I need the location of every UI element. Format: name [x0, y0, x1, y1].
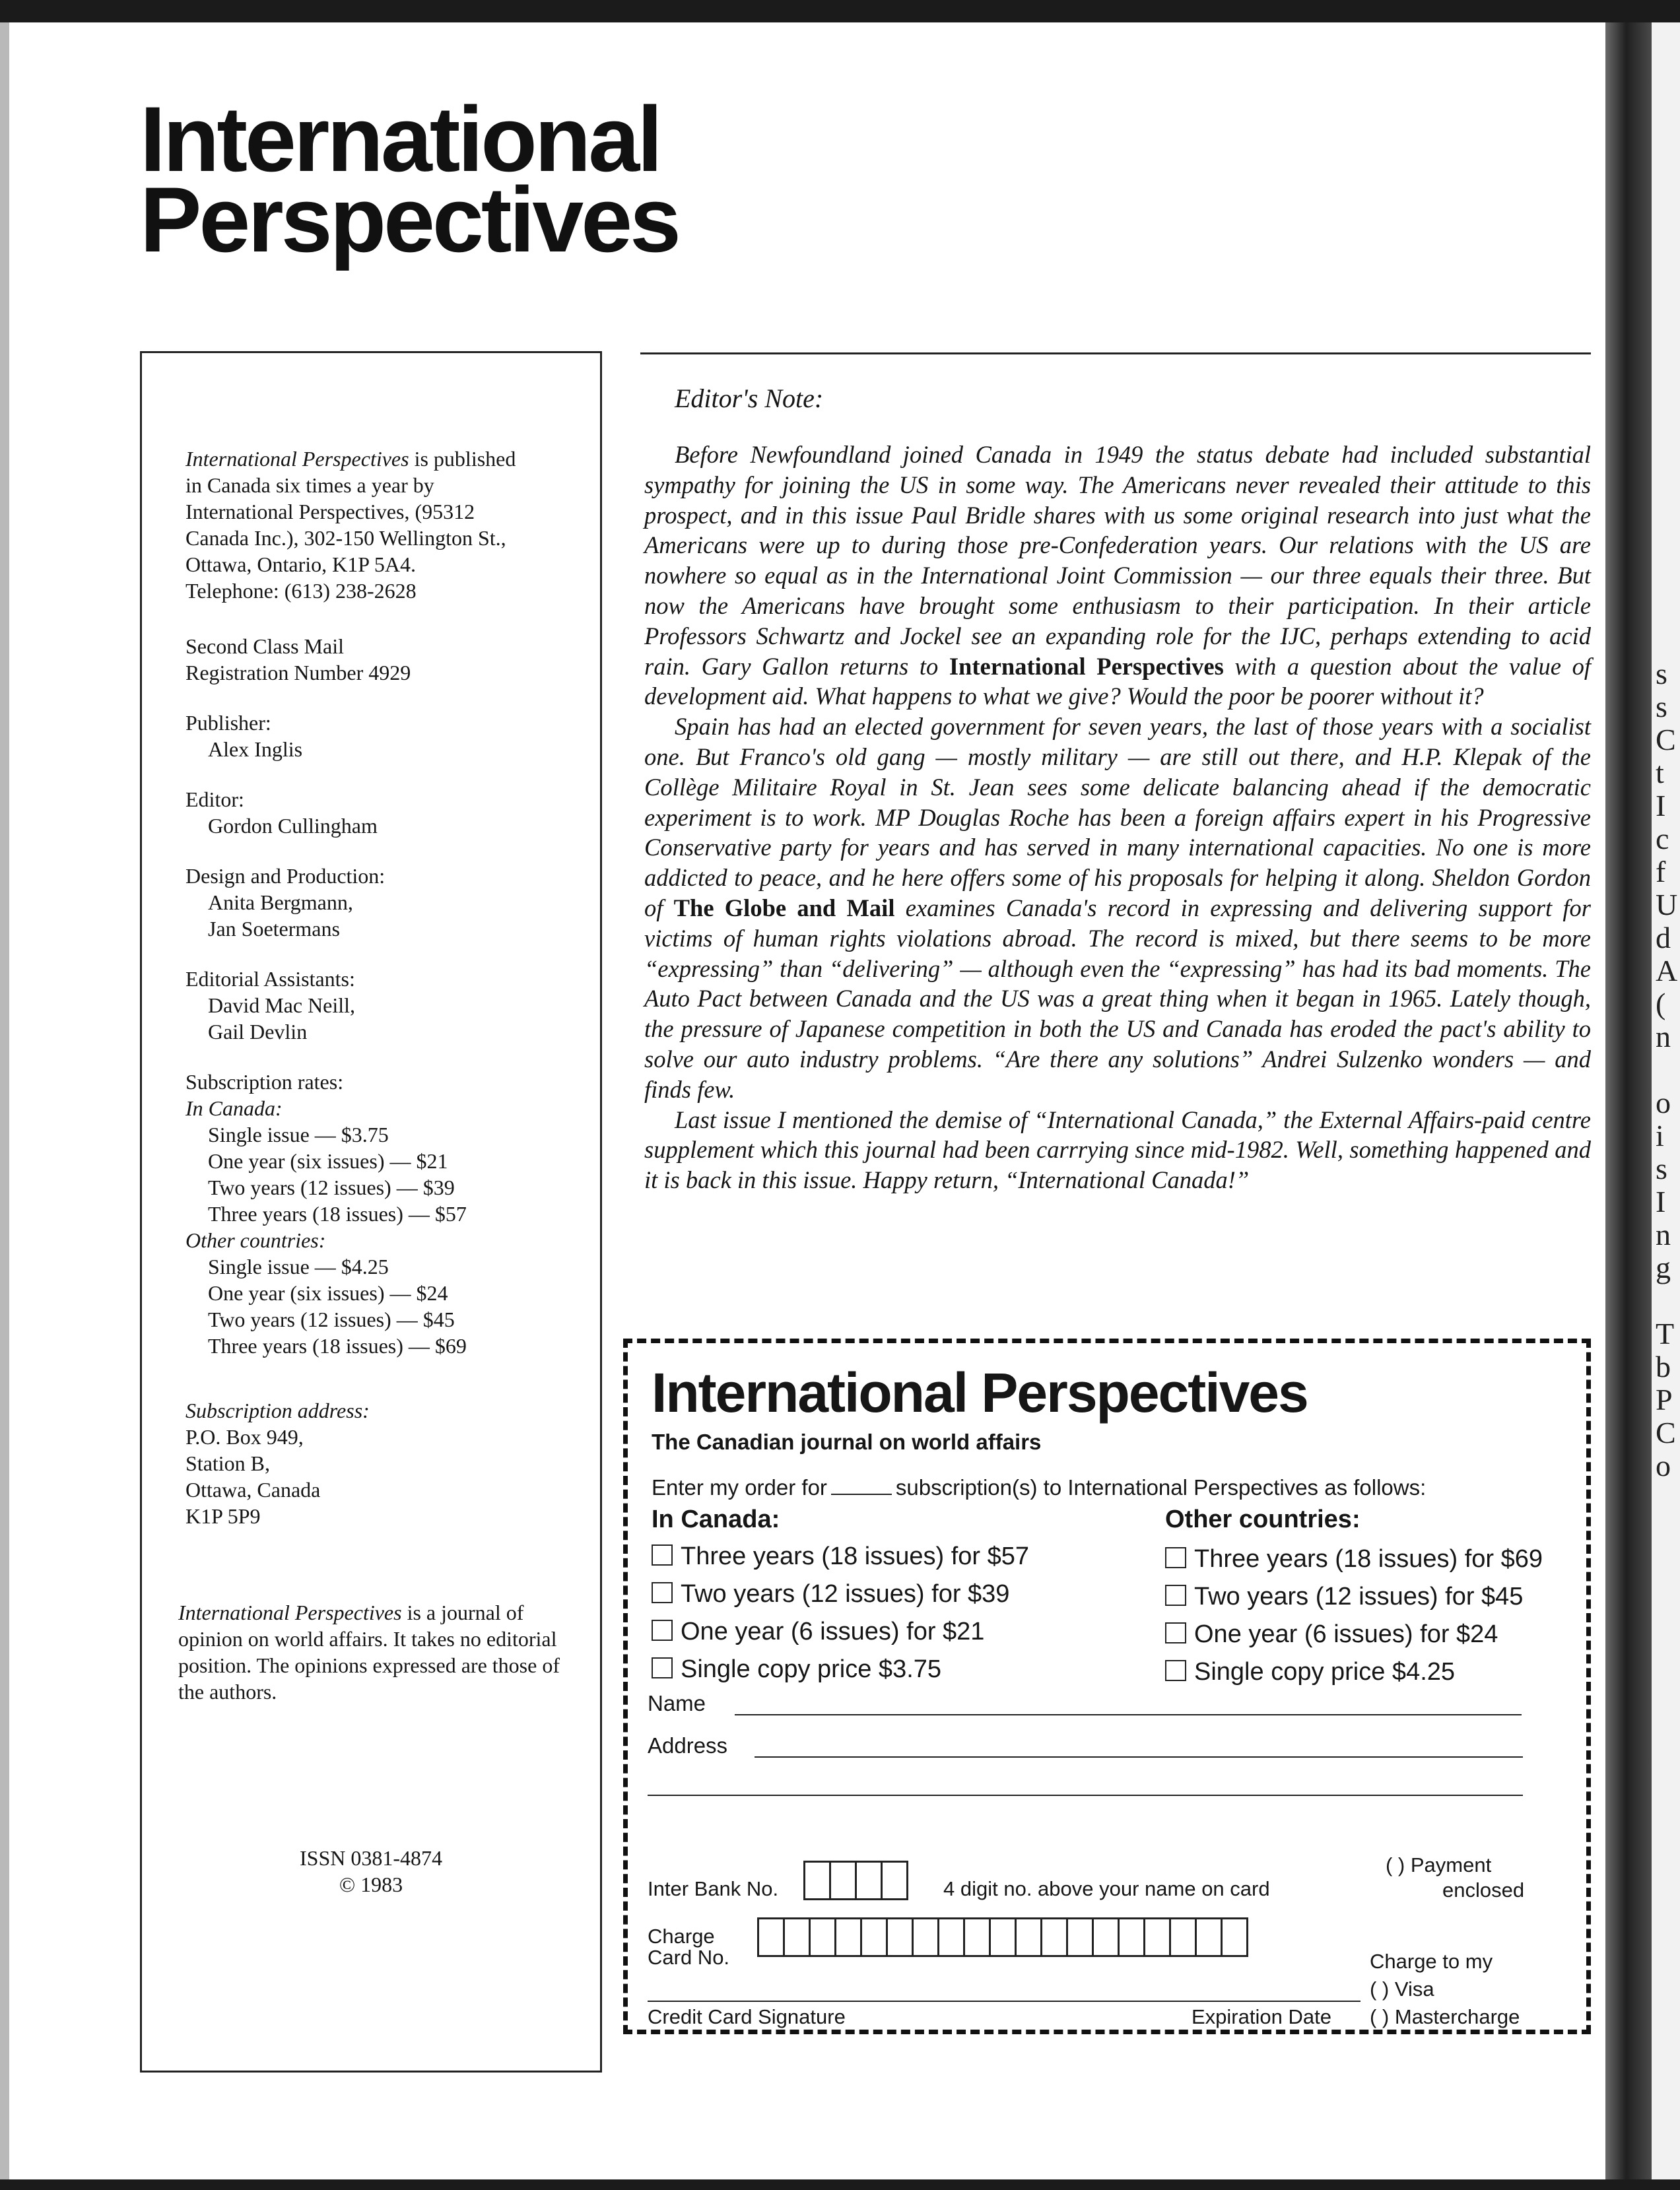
name-field[interactable]: [735, 1714, 1522, 1715]
editors-note-body: [644, 440, 1591, 1195]
interbank-hint: 4 digit no. above your name on card: [943, 1877, 1270, 1900]
registration-number: Registration Number 4929: [185, 661, 411, 684]
charge-card-number-field[interactable]: [757, 1917, 1246, 1957]
editor-label: Editor:: [185, 787, 244, 811]
option-label: Two years (12 issues) for $39: [681, 1580, 1010, 1608]
checkbox[interactable]: [1165, 1585, 1186, 1606]
option-label: Three years (18 issues) for $69: [1194, 1545, 1543, 1573]
option-label: Two years (12 issues) for $45: [1194, 1583, 1524, 1610]
header-rule: [640, 352, 1591, 354]
paragraph-text: with a question about the value of development aid. What happens to what we give? Would the poor be poorer without it?: [644, 652, 1591, 710]
option-label: Three years (18 issues) for $57: [681, 1543, 1030, 1570]
mastercharge-option[interactable]: ( ) Mastercharge: [1370, 2005, 1520, 2028]
rate-item: One year (six issues) — $24: [208, 1281, 448, 1305]
facing-page-edge: s s C t I c f U d A ( n o i s I n g T b P C o: [1652, 22, 1680, 2179]
option-other-one-year[interactable]: [1165, 1619, 1498, 1649]
option-label: Single copy price $3.75: [681, 1655, 942, 1683]
scan-border-left: [0, 22, 9, 2179]
rate-item: Two years (12 issues) — $39: [208, 1176, 455, 1199]
publisher-statement-line: Canada Inc.), 302-150 Wellington St.,: [185, 526, 506, 550]
editors-note-title: Editor's Note:: [675, 383, 824, 413]
signature-field[interactable]: [648, 2001, 1361, 2002]
subscription-rates: [185, 1069, 467, 1359]
editors-note-paragraph: [644, 712, 1591, 1104]
address-line: P.O. Box 949,: [185, 1425, 304, 1449]
copyright-notice: © 1983: [339, 1873, 403, 1896]
checkbox[interactable]: [652, 1620, 673, 1641]
scan-border-top: [0, 0, 1680, 22]
disclaimer-text: is a journal of opinion on world affairs. It takes no editorial position. The opinions expressed are those of the authors.: [178, 1601, 560, 1704]
address-line: Ottawa, Canada: [185, 1478, 321, 1502]
order-form-subtitle: The Canadian journal on world affairs: [652, 1430, 1042, 1454]
paragraph-text: examines Canada's record in expressing and delivering support for victims of human rights violations abroad. The record is mixed, but there seems to be more “expressing” than “delivering” — although even the “expressing” has had its bad moments. The Auto Pact between Canada and the US was a great thing when it began in 1965. Lately though, the pressure of Japanese competition in both the US and Canada has eroded the pact's ability to solve our auto industry problems. “Are there any solutions” Andrei Sulzenko wonders — and finds few.: [644, 894, 1591, 1103]
option-canada-three-years[interactable]: [652, 1541, 1029, 1572]
scan-border-bottom: [0, 2179, 1680, 2190]
option-canada-two-years[interactable]: [652, 1579, 1009, 1609]
paragraph-text: Spain has had an elected government for seven years, the last of those years with a socialist one. But Franco's old gang — mostly military — are still out there, and H.P. Klepak of the Collège Militaire Royal in St. Jean sees some delicate balancing ahead if the democratic experiment is to work. MP Douglas Roche has been a foreign affairs expert in his Progressive Conservative party for years and has served in many international capacities. No one is more addicted to peace, and he here offers some of his proposals for helping it along. Sheldon Gordon of: [644, 713, 1591, 921]
assistants-label: Editorial Assistants:: [185, 967, 355, 991]
address-line: K1P 5P9: [185, 1504, 261, 1528]
book-spine-shadow: [1605, 22, 1652, 2179]
option-canada-single-copy[interactable]: [652, 1654, 941, 1684]
publisher-label: Publisher:: [185, 711, 271, 735]
order-text: Enter my order for: [652, 1475, 827, 1500]
address-label: Address: [648, 1733, 728, 1758]
address-label: Subscription address:: [185, 1399, 370, 1422]
assistants-credit: [185, 966, 355, 1045]
rate-item: One year (six issues) — $21: [208, 1149, 448, 1173]
journal-name-bold: International Perspectives: [949, 652, 1224, 680]
option-label: One year (6 issues) for $21: [681, 1618, 985, 1645]
option-canada-one-year[interactable]: [652, 1616, 984, 1647]
editor-credit: [185, 786, 378, 839]
newspaper-name-bold: The Globe and Mail: [673, 894, 895, 921]
charge-card-label-2: Card No.: [648, 1946, 730, 1969]
interbank-number-field[interactable]: [803, 1861, 906, 1900]
design-label: Design and Production:: [185, 864, 386, 888]
publisher-statement-text: is published: [409, 447, 516, 471]
editorial-disclaimer: [178, 1599, 588, 1705]
checkbox[interactable]: [1165, 1660, 1186, 1681]
option-other-three-years[interactable]: [1165, 1544, 1543, 1574]
publisher-statement-line: in Canada six times a year by: [185, 473, 434, 497]
option-other-two-years[interactable]: [1165, 1581, 1523, 1612]
quantity-blank[interactable]: [831, 1474, 892, 1495]
order-instructions: [652, 1474, 1426, 1501]
editor-name: Gordon Cullingham: [208, 814, 378, 838]
rate-item: Single issue — $3.75: [208, 1123, 389, 1146]
publisher-name: Alex Inglis: [208, 737, 303, 761]
order-text: subscription(s) to International Perspectives as follows:: [895, 1475, 1427, 1500]
designer-name: Anita Bergmann,: [208, 890, 353, 914]
payment-enclosed-option[interactable]: ( ) Payment: [1386, 1853, 1492, 1876]
rates-other-label: Other countries:: [185, 1228, 326, 1252]
charge-to-label: Charge to my: [1370, 1950, 1493, 1973]
design-credit: [185, 863, 385, 942]
editors-note-paragraph: Last issue I mentioned the demise of “International Canada,” the External Affairs-paid centre supplement which this journal had been carrrying since mid-1982. Well, something happened and it is back in this issue. Happy return, “International Canada!”: [644, 1106, 1591, 1194]
checkbox[interactable]: [652, 1582, 673, 1603]
other-options-heading: Other countries:: [1165, 1506, 1361, 1533]
editors-note-paragraph: [644, 440, 1591, 712]
interbank-label: Inter Bank No.: [648, 1877, 779, 1900]
signature-label: Credit Card Signature: [648, 2005, 846, 2028]
assistant-name: David Mac Neill,: [208, 993, 356, 1017]
option-label: One year (6 issues) for $24: [1194, 1620, 1498, 1648]
rates-canada-label: In Canada:: [185, 1096, 283, 1120]
rate-item: Three years (18 issues) — $57: [208, 1202, 467, 1226]
visa-option[interactable]: ( ) Visa: [1370, 1977, 1434, 2001]
checkbox[interactable]: [652, 1657, 673, 1678]
journal-name: International Perspectives: [185, 447, 409, 471]
address-field[interactable]: [755, 1756, 1523, 1758]
order-form-title: International Perspectives: [652, 1362, 1308, 1424]
assistant-name: Gail Devlin: [208, 1020, 308, 1044]
issn-block: [142, 1845, 600, 1898]
publisher-telephone: Telephone: (613) 238-2628: [185, 579, 417, 603]
masthead-line-1: International: [140, 87, 661, 191]
option-other-single-copy[interactable]: [1165, 1657, 1455, 1687]
checkbox[interactable]: [652, 1544, 673, 1566]
designer-name: Jan Soetermans: [208, 917, 340, 941]
address-field-line-2[interactable]: [648, 1795, 1523, 1796]
expiration-date-label: Expiration Date: [1192, 2005, 1331, 2028]
name-label: Name: [648, 1691, 706, 1715]
rate-item: Two years (12 issues) — $45: [208, 1308, 455, 1331]
masthead-line-2: Perspectives: [140, 168, 679, 271]
checkbox[interactable]: [1165, 1622, 1186, 1643]
paragraph-text: Before Newfoundland joined Canada in 1949 the status debate had included substantial sympathy for joining the US in some way. The Americans never revealed their attitude to this prospect, and in this issue Paul Bridle shares with us some original research into just what the Americans were up to during those pre-Confederation years. Our relations with the US are nowhere so equal as in the International Joint Commission — our three equals their three. But now the Americans have brought some enthusiasm to their participation. In their article Professors Schwartz and Jockel see an expanding role for the IJC, perhaps extending to acid rain. Gary Gallon returns to: [644, 441, 1591, 680]
checkbox[interactable]: [1165, 1547, 1186, 1568]
masthead-logo: [140, 87, 679, 271]
option-label: Single copy price $4.25: [1194, 1658, 1456, 1686]
publisher-statement: [185, 446, 516, 604]
subscription-address: [185, 1397, 370, 1529]
publisher-statement-line: Ottawa, Ontario, K1P 5A4.: [185, 552, 416, 576]
masthead-info-box: [140, 351, 602, 2073]
address-line: Station B,: [185, 1451, 271, 1475]
publisher-credit: [185, 710, 302, 762]
issn-number: ISSN 0381-4874: [299, 1846, 442, 1870]
payment-enclosed-label: enclosed: [1442, 1878, 1525, 1902]
rate-item: Single issue — $4.25: [208, 1255, 389, 1278]
publisher-statement-line: International Perspectives, (95312: [185, 500, 475, 523]
journal-name: International Perspectives: [178, 1601, 402, 1624]
canada-options-heading: In Canada:: [652, 1506, 780, 1533]
charge-card-label-1: Charge: [648, 1925, 715, 1948]
rates-label: Subscription rates:: [185, 1070, 344, 1094]
rate-item: Three years (18 issues) — $69: [208, 1334, 467, 1358]
mail-class: Second Class Mail: [185, 634, 344, 658]
mail-registration: [185, 633, 411, 686]
subscription-order-form: [623, 1339, 1591, 2034]
